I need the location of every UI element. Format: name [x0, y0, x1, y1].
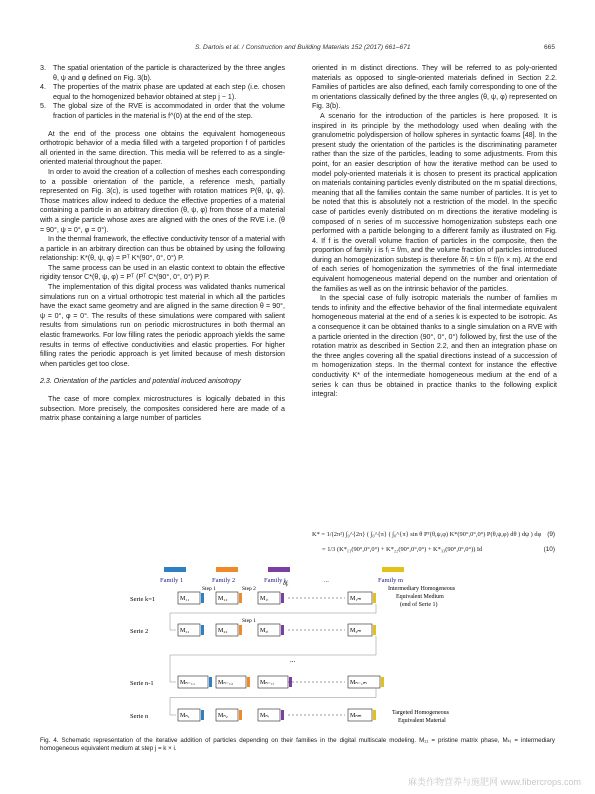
series-label: Serie k=1	[130, 596, 156, 603]
matrix-label: Mₙ₁	[180, 713, 190, 719]
particle-strip	[281, 593, 284, 603]
paragraph: The implementation of this digital process was validated thanks numerical simulations run on a virtual orthotropic test material in which all the particles have the exact same geometry and are aligned in the same direction θ = 90°, ψ = 0°, φ = 0°. The results of these simulations were compared with salient results from simulations run on periodic microstructures in both thermal an elastic frameworks. For low filling rates the periodic approach yields the same results in terms of effective conductivities and elastic properties. For higher filling rates the periodic approach is yet limited because of mesh distorsion when particles get too close.	[40, 283, 285, 368]
paragraph: The case of more complex microstructures is logically debated in this subsection. More precisely, the composites considered here are made of a matrix phase containing a large number of particles	[40, 395, 285, 423]
list-item: 4. The properties of the matrix phase are updated at each step (i.e. chosen equal to the homogenized behavior obtained at step j − 1).	[40, 83, 285, 101]
particle-strip	[239, 710, 242, 720]
series-connector	[170, 636, 376, 682]
particle-strip	[201, 710, 204, 720]
step-label: Step 1	[242, 618, 256, 624]
paragraph: In the special case of fully isotropic materials the number of families m tends to infinity and the effective behavior of the final intermediate equivalent homogeneous material at the end of a series k is expected to be isotropic. As a consequence it can be obtained thanks to a single simulation on a RVE with a particle oriented in the direction (90°, 0°, 0°) followed by, first the use of the rotation matrix as described in Section 2.2, and then an integration phase on the three angles covering all the spatial directions instead of a succession of m homogenization steps. In the thermal context for instance the effective conductivity K* of the intermediate homogeneous medium at the end of a series k can thus be obtained in practice thanks to the following explicit integral:	[312, 294, 557, 399]
particle-strip	[373, 593, 376, 603]
delta-f-label: δfᵢ	[283, 581, 289, 587]
target-label: Equivalent Material	[398, 718, 446, 724]
ellipsis: ...	[290, 656, 296, 664]
matrix-label: Mₙ₋₁ᵢ	[260, 680, 274, 686]
matrix-label: M₁₁	[180, 596, 190, 602]
particle-strip	[281, 710, 284, 720]
list-item: 5. The global size of the RVE is accommodated in order that the volume fraction of particles in the material is f^(0) at the end of the step.	[40, 102, 285, 120]
equation-number: (9)	[547, 531, 555, 538]
schematic-diagram	[130, 565, 530, 730]
particle-strip	[381, 677, 384, 687]
particle-strip	[373, 625, 376, 635]
particle-strip	[239, 593, 242, 603]
matrix-label: M₁₂	[218, 596, 228, 602]
series-label: Serie n	[130, 713, 149, 720]
intermediate-label: Equivalent Medium	[396, 594, 444, 600]
matrix-label: M₂₂	[218, 628, 228, 634]
legend-label: Family m	[378, 577, 404, 584]
list-item: 3. The spatial orientation of the particle is characterized by the three angles θ, ψ and φ defined on Fig. 3(b).	[40, 64, 285, 82]
legend-swatch	[216, 567, 238, 572]
particle-strip	[209, 677, 212, 687]
matrix-label: Mₙ₋₁₂	[218, 680, 234, 686]
equation-9: K* = 1/(2π²) ∫₀^{2π} ( ∫₀^{π} ( ∫₀^{π} sin θ Pᵀ(θ,ψ,φ) K*(90°,0°,0°) P(θ,ψ,φ) dθ ) dψ ) dφ (9)	[312, 531, 555, 538]
legend-label: Family 1	[160, 577, 184, 584]
page-number: 665	[543, 44, 555, 51]
legend-label: Family i	[264, 577, 286, 584]
series-label: Serie 2	[130, 628, 149, 635]
matrix-label: Mₙₘ	[350, 713, 362, 719]
intermediate-label: (end of Serie 1)	[400, 602, 438, 608]
matrix-label: Mₙ₋₁₁	[180, 680, 196, 686]
matrix-label: M₁ₘ	[350, 596, 362, 602]
particle-strip	[201, 593, 204, 603]
section-heading: 2.3. Orientation of the particles and potential induced anisotropy	[40, 377, 241, 386]
particle-strip	[201, 625, 204, 635]
matrix-label: M₂ₘ	[350, 628, 362, 634]
matrix-label: Mₙᵢ	[260, 713, 269, 719]
journal-citation: S. Dartois et al. / Construction and Building Materials 152 (2017) 661–671	[195, 44, 411, 51]
step-label: Step 2	[242, 586, 256, 592]
legend-label: ...	[324, 577, 329, 584]
paragraph: oriented in m distinct directions. They will be referred to as poly-oriented materials as opposed to single-oriented materials defined in Section 2.2. Families of particles are also defined, each family corresponding to one of the m orientations classically defined by the three angles (θ, ψ, φ) represented on Fig. 3(b).	[312, 64, 557, 111]
left-column	[40, 64, 285, 424]
legend-swatch	[164, 567, 186, 572]
matrix-label: M₂ᵢ	[260, 628, 269, 634]
legend-label: Family 2	[212, 577, 236, 584]
watermark: 麻类作物营养与施肥网 www.fibercrops.com	[407, 777, 581, 787]
paragraph: In the thermal framework, the effective conductivity tensor of a material with a particle in an arbitrary direction can thus be obtained by using the following relationship: K*(θ, ψ, φ) = Pᵀ K*(90°, 0°, 0°) P.	[40, 235, 285, 263]
paragraph: In order to avoid the creation of a collection of meshes each corresponding to a possible orientation of the particle, a reference mesh, partially represented on Fig. 3(c), is used together with rotation matrices P(θ, ψ, φ). Those matrices allow indeed to deduce the effective properties of a material containing a particle in an arbitrary direction (θ, ψ, φ) from those of a material with a single particle whose axes are aligned with the ones of the RVE i.e. (θ = 90°, ψ = 0°, φ = 0°).	[40, 167, 285, 234]
particle-strip	[373, 710, 376, 720]
figure-caption: Fig. 4. Schematic representation of the iterative addition of particles depending on their families in the digital multiscale modeling. M₁₁ = pristine matrix phase, Mₖⱼ = intermediary homogeneous equivalent medium at step j = k × i.	[40, 737, 555, 752]
paragraph: A scenario for the introduction of the particles is here proposed. It is inspired in its principle by the methodology used when dealing with the granulometric polydispersion of hollow spheres in syntactic foams [48]. In the present study the orientation of the particles is the discriminating parameter rather than the size of the particles, leading to some adjustments. From this point, for an easier description of how the iterative method can be used to model poly-oriented materials it is chosen to present its practical application on materials containing particles evenly distributed on the m spatial directions, meaning that all the families contain the same number of particles. It is yet to be noted that this is absolutely not a restriction of the model. In the specific case of particles evenly distributed on m directions the iterative modeling is composed of n series of m successive homogenization substeps each one performed with a particle belonging to a different family as illustrated on Fig. 4. If f is the overall volume fraction of particles in the composite, then the proportion of family i is fᵢ = f/m, and the volume fraction of particles introduced during an homogenization substep is therefore δfᵢ = fᵢ/n = f/(n × m). At the end of each series of homogenization the symmetries of the final intermediate equivalent homogeneous material depend on the number and orientation of the families as well as on the intrinsic behavior of the particles.	[312, 111, 557, 293]
legend-swatch	[382, 567, 404, 572]
equation-number: (10)	[543, 546, 555, 553]
intermediate-label: Intermediary Homogeneous	[388, 586, 456, 592]
particle-strip	[247, 677, 250, 687]
matrix-label: Mₙ₂	[218, 713, 228, 719]
right-column	[312, 64, 557, 400]
paragraph: At the end of the process one obtains the equivalent homogeneous orthotropic behavior of a media filled with a targeted proportion f of particles all oriented in the same direction. This media will be referred to as a single-oriented material throughout the paper.	[40, 129, 285, 167]
equation-10: = 1/3 (K*₁₁(90°,0°,0°) + K*₂₂(90°,0°,0°) + K*₃₃(90°,0°,0°)) Id (10)	[322, 546, 555, 553]
matrix-label: M₁ᵢ	[260, 596, 269, 602]
paragraph: The same process can be used in an elastic context to obtain the effective rigidity tensor C*(θ, ψ, φ) = Pᵀ (Pᵀ C*(90°, 0°, 0°) P) P.	[40, 263, 285, 282]
step-label: Step 1	[202, 586, 216, 592]
series-label: Serie n-1	[130, 680, 154, 687]
matrix-label: M₂₁	[180, 628, 190, 634]
particle-strip	[239, 625, 242, 635]
figure-4-diagram	[130, 565, 530, 730]
particle-strip	[281, 625, 284, 635]
target-label: Targeted Homogeneous	[392, 710, 449, 716]
matrix-label: Mₙ₋₁ₘ	[350, 680, 367, 686]
legend-swatch	[268, 567, 290, 572]
